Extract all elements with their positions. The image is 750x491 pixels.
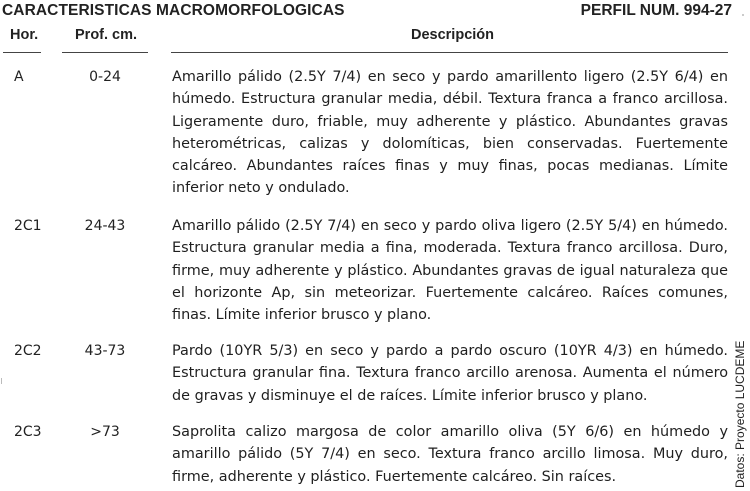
depth-range: >73 xyxy=(90,424,120,440)
column-header-horizon: Hor. xyxy=(10,27,39,43)
profile-number: PERFIL NUM. 994-27 xyxy=(580,2,732,19)
header-rule xyxy=(171,52,728,53)
depth-range: 0-24 xyxy=(89,69,121,85)
header-rule xyxy=(62,52,148,53)
horizon-description: Pardo (10YR 5/3) en seco y pardo a pardo oscuro (10YR 4/3) en húmedo. Estructura granular fina. Textura franco arcillo arenosa. Aumenta el número de gravas y disminuye el de raíces. Límite inferior brusco y plano. xyxy=(172,343,728,404)
horizon-description: Saprolita calizo margosa de color amarillo oliva (5Y 6/6) en húmedo y amarillo pálido (5Y 7/4) en seco. Textura franco arcillo limosa. Muy duro, firme, adherente y plástico. Fuertemente calcáreo. Sin raíces. xyxy=(172,424,728,485)
horizon-code: 2C3 xyxy=(14,424,42,440)
horizon-code: 2C2 xyxy=(14,343,42,359)
column-header-depth: Prof. cm. xyxy=(75,27,138,43)
horizon-description: Amarillo pálido (2.5Y 7/4) en seco y pardo amarillento ligero (2.5Y 6/4) en húmedo. Estructura granular media, débil. Textura franca a franco arcillosa. Ligeramente duro, friable, muy adherente y plástico. Abundantes gravas heterométricas, calizas y dolomíticas, bien conservadas. Fuertemente calcáreo. Abundantes raíces finas y muy finas, pocas medianas. Límite inferior neto y ondulado. xyxy=(172,69,728,197)
scan-speck xyxy=(1,378,2,384)
depth-range: 43-73 xyxy=(84,343,126,359)
page-title: CARACTERISTICAS MACROMORFOLOGICAS xyxy=(2,2,345,19)
scan-speck xyxy=(742,14,744,16)
header-rule xyxy=(3,52,41,53)
horizon-code: A xyxy=(14,69,24,85)
data-source-credit: Datos: Proyecto LUCDEME xyxy=(733,340,747,488)
column-header-description: Descripción xyxy=(411,27,494,43)
horizon-code: 2C1 xyxy=(14,218,42,234)
depth-range: 24-43 xyxy=(84,218,126,234)
horizon-description: Amarillo pálido (2.5Y 7/4) en seco y pardo oliva ligero (2.5Y 5/4) en húmedo. Estructura granular media a fina, moderada. Textura franco arcillosa. Duro, firme, muy adherente y plástico. Abundantes gravas de igual naturaleza que el horizonte Ap, sin meteorizar. Fuertemente calcáreo. Raíces comunes, finas. Límite inferior brusco y plano. xyxy=(172,218,728,324)
